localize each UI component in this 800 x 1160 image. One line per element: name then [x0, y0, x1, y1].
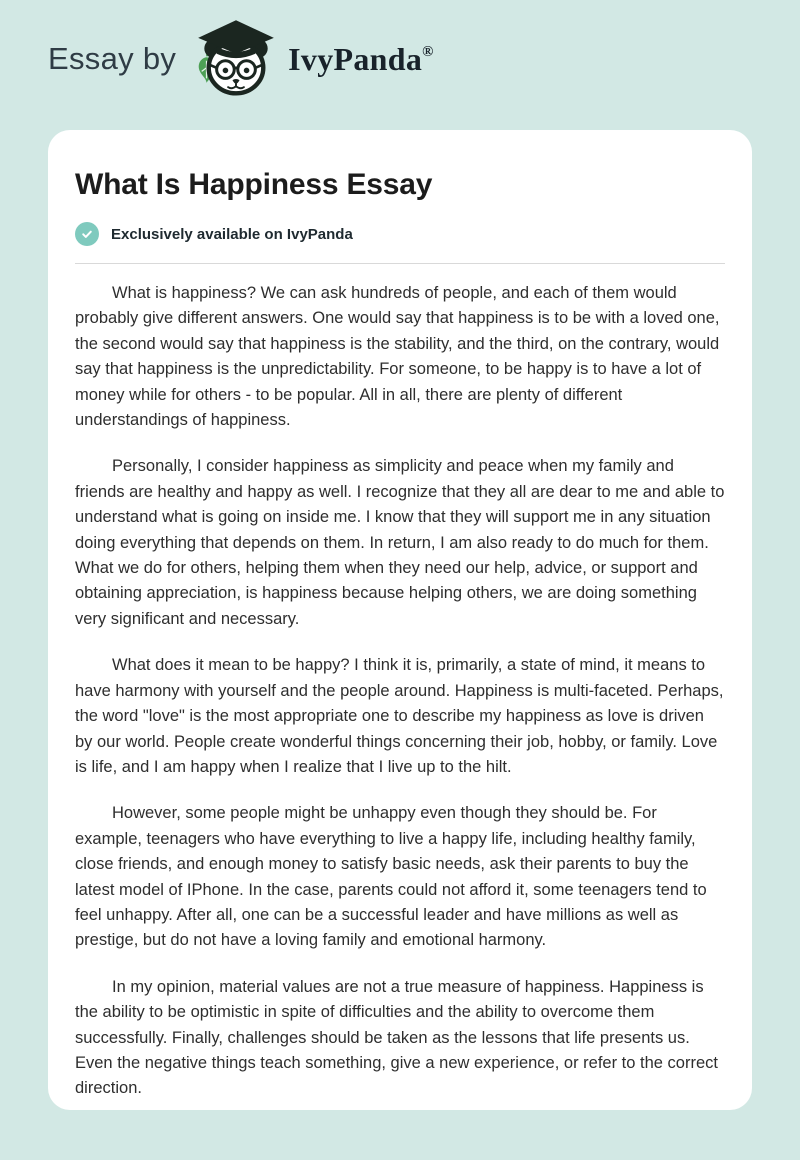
divider: [75, 263, 725, 264]
exclusive-badge: [75, 222, 725, 246]
essay-paragraph: Personally, I consider happiness as simplicity and peace when my family and friends are healthy and happy as well. I recognize that they all are dear to me and able to understand what is going on inside me. I know that they will support me in any situation doing everything that depends on them. In return, I am also ready to do much for them. What we do for others, helping them when they need our help, advice, or support and obtaining appreciation, is happiness because helping others, we are doing something very significant and necessary.: [75, 457, 725, 628]
essay-paragraph: What does it mean to be happy? I think it is, primarily, a state of mind, it means to have harmony with yourself and the people around. Happiness is multi-faceted. Perhaps, the word "love" is the most appropriate one to describe my happiness as love is driven by our world. People create wonderful things concerning their job, hobby, or family. Love is life, and I am happy when I realize that I live up to the hilt.: [75, 656, 724, 776]
check-circle-icon: [75, 222, 99, 246]
essay-paragraph: In my opinion, material values are not a true measure of happiness. Happiness is the ability to be optimistic in spite of difficulties and the ability to overcome them successfully. Finally, challenges should be taken as the lessons that life presents us. Even the negative things teach something, give a new experience, or refer to the correct direction.: [75, 977, 718, 1098]
essay-paragraph: However, some people might be unhappy even though they should be. For example, teenagers who have everything to live a happy life, including healthy family, close friends, and enough money to satisfy basic needs, ask their parents to buy the latest model of IPhone. In the case, parents could not afford it, some teenagers tend to feel unhappy. After all, one can be a successful leader and have millions as well as prestige, but do not have a loving family and emotional harmony.: [75, 804, 707, 950]
essay-card: [48, 130, 752, 1110]
essay-paragraph: What is happiness? We can ask hundreds of people, and each of them would probably give different answers. One would say that happiness is to be with a loved one, the second would say that happiness is the stability, and the third, on the contrary, would say that happiness is the unpredictability. For someone, to be happy is to have a lot of money while for others - to be popular. All in all, there are plenty of different understandings of happiness.: [75, 284, 720, 430]
brand-name: IvyPanda®: [288, 40, 434, 77]
panda-graduate-icon: [192, 15, 280, 103]
essay-body: [75, 281, 725, 1102]
site-header: [0, 0, 800, 118]
registered-mark: ®: [422, 43, 434, 60]
essay-by-label: Essay by: [48, 41, 177, 76]
ivypanda-logo[interactable]: [192, 15, 434, 103]
exclusive-badge-label: Exclusively available on IvyPanda: [111, 225, 353, 243]
page-title: What Is Happiness Essay: [75, 168, 433, 201]
